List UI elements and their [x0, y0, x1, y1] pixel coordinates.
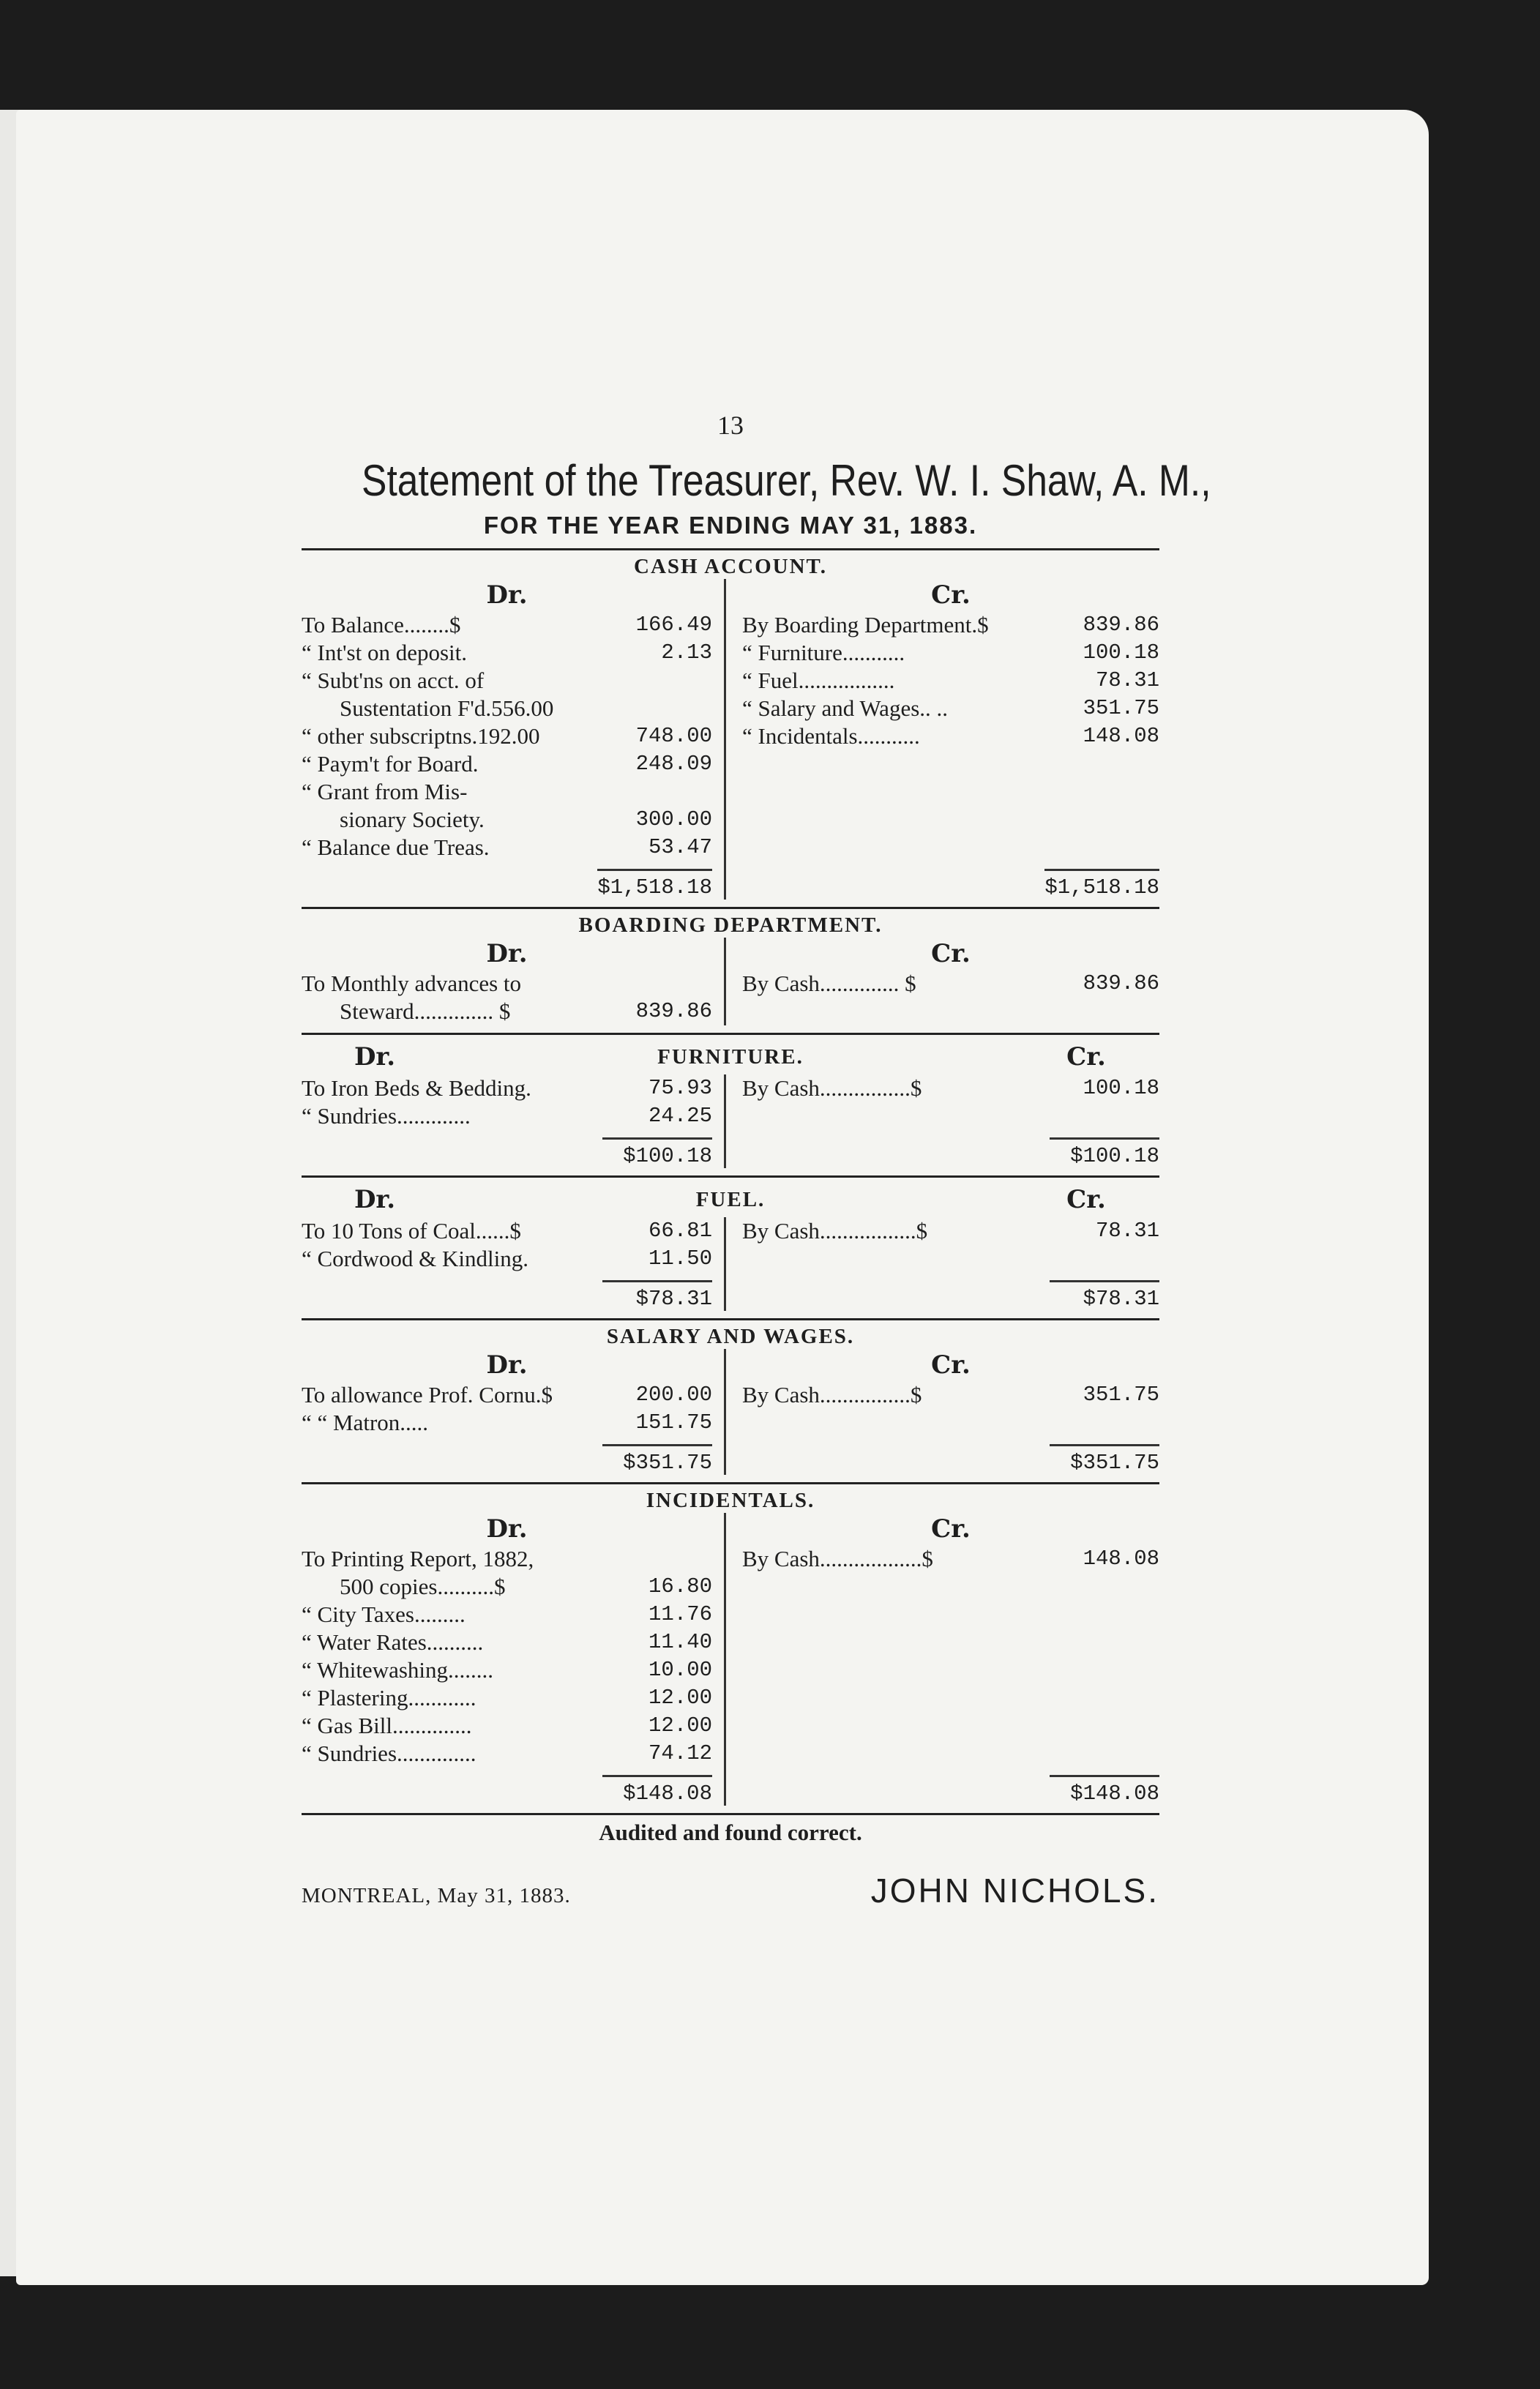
entry-amount: 839.86	[1083, 971, 1159, 995]
entry-amount: 351.75	[1083, 696, 1159, 720]
furniture-section	[302, 1035, 1159, 1178]
credit-column	[726, 579, 1159, 900]
fuel-section	[302, 1178, 1159, 1320]
debit-total: $78.31	[602, 1280, 712, 1311]
entry-label: By Cash................$	[742, 1382, 922, 1407]
credit-total: $100.18	[1050, 1137, 1159, 1168]
ledger-row	[302, 722, 712, 750]
ledger-row	[302, 970, 712, 998]
entry-amount: 16.80	[648, 1574, 712, 1599]
ledger-rows	[742, 1545, 1159, 1573]
entry-label: “ Whitewashing........	[302, 1657, 494, 1683]
credit-total: $78.31	[1050, 1280, 1159, 1311]
entry-label: To Balance........$	[302, 612, 461, 638]
debit-heading: Dr.	[354, 1042, 396, 1072]
ledger-rows	[742, 1074, 1159, 1102]
entry-label: “ Fuel.................	[742, 668, 895, 693]
entry-amount	[617, 778, 712, 806]
entry-amount: 839.86	[1083, 613, 1159, 637]
section-title: SALARY AND WAGES.	[606, 1325, 855, 1348]
credit-heading: Cr.	[931, 580, 971, 610]
entry-label: “ Incidentals...........	[742, 723, 920, 749]
entry-label: “ Subt'ns on acct. of	[302, 668, 485, 693]
ledger-rows	[302, 1217, 712, 1273]
debit-total: $100.18	[602, 1137, 712, 1168]
section-title: CASH ACCOUNT.	[634, 555, 827, 578]
entry-label: 500 copies..........$	[340, 1574, 506, 1599]
section-title: BOARDING DEPARTMENT.	[578, 913, 883, 937]
entry-label: “ Balance due Treas.	[302, 834, 490, 860]
debit-heading: Dr.	[486, 580, 528, 610]
credit-heading: Cr.	[931, 939, 971, 968]
ledger-row	[302, 1074, 712, 1102]
page	[16, 110, 1429, 2285]
ledger-row	[302, 1712, 712, 1740]
ledger-row	[742, 1217, 1159, 1245]
entry-label: Steward.............. $	[340, 998, 511, 1024]
entry-label: “ Salary and Wages.. ..	[742, 695, 949, 721]
entry-amount: 78.31	[1095, 668, 1159, 692]
ledger-row	[742, 1074, 1159, 1102]
ledger-row	[302, 1217, 712, 1245]
entry-label: “ Grant from Mis-	[302, 779, 468, 804]
entry-amount: 839.86	[635, 999, 712, 1023]
entry-label: “ “ Matron.....	[302, 1410, 429, 1435]
boarding-section	[302, 909, 1159, 1035]
entry-label: Sustentation F'd.556.00	[340, 695, 554, 721]
entry-label: To 10 Tons of Coal......$	[302, 1218, 521, 1244]
ledger-row	[302, 750, 712, 778]
ledger-row	[302, 998, 712, 1025]
entry-amount: 11.50	[648, 1246, 712, 1271]
statement	[302, 410, 1211, 1910]
ledger-row	[302, 1545, 712, 1573]
incidentals-section	[302, 1484, 1159, 1815]
signature-line	[302, 1871, 1159, 1910]
credit-column	[726, 938, 1159, 1025]
debit-column	[302, 1349, 726, 1475]
ledger-row	[742, 695, 1159, 722]
section-title: FURNITURE.	[657, 1044, 804, 1069]
ledger-row	[302, 1102, 712, 1130]
entry-label: By Boarding Department.$	[742, 612, 989, 638]
ledger-row	[302, 1409, 712, 1437]
ledger-row	[742, 639, 1159, 667]
entry-label: “ City Taxes.........	[302, 1601, 466, 1627]
entry-label: “ Cordwood & Kindling.	[302, 1246, 528, 1271]
entry-amount: 12.00	[648, 1713, 712, 1738]
section-title: FUEL.	[695, 1187, 766, 1211]
entry-amount: 200.00	[635, 1383, 712, 1407]
ledger-row	[302, 1656, 712, 1684]
ledger-row	[302, 806, 712, 834]
ledger-row	[302, 1601, 712, 1629]
ledger-row	[302, 1684, 712, 1712]
entry-amount: 66.81	[648, 1219, 712, 1243]
cash-account-section	[302, 550, 1159, 909]
entry-label: “ Water Rates..........	[302, 1629, 484, 1655]
entry-amount	[617, 695, 712, 722]
ledger-rows	[742, 1381, 1159, 1409]
statement-title: Statement of the Treasurer, Rev. W. I. Shaw, A. M.,	[362, 456, 1211, 505]
entry-label: By Cash.............. $	[742, 971, 916, 996]
salary-section	[302, 1320, 1159, 1484]
place-date: MONTREAL, May 31, 1883.	[302, 1884, 571, 1907]
credit-heading: Cr.	[931, 1514, 971, 1544]
entry-label: By Cash.................$	[742, 1218, 928, 1244]
ledger-rows	[742, 1217, 1159, 1245]
ledger-row	[302, 639, 712, 667]
entry-label: By Cash..................$	[742, 1546, 933, 1571]
ledger-row	[302, 611, 712, 639]
ledger-rows	[302, 1381, 712, 1437]
entry-amount: 74.12	[648, 1741, 712, 1765]
ledger-row	[302, 1381, 712, 1409]
credit-column	[726, 1217, 1159, 1311]
debit-heading: Dr.	[486, 1514, 528, 1544]
credit-total: $148.08	[1050, 1775, 1159, 1806]
entry-label: “ Furniture...........	[742, 640, 905, 665]
entry-label: “ Int'st on deposit.	[302, 640, 468, 665]
page-number: 13	[717, 411, 744, 440]
credit-heading: Cr.	[931, 1350, 971, 1380]
debit-heading: Dr.	[486, 939, 528, 968]
debit-column	[302, 1217, 726, 1311]
entry-amount: 2.13	[661, 640, 712, 665]
entry-amount: 351.75	[1083, 1383, 1159, 1407]
entry-label: “ Sundries..............	[302, 1741, 476, 1766]
ledger-row	[302, 834, 712, 861]
statement-subtitle: FOR THE YEAR ENDING MAY 31, 1883.	[483, 512, 978, 539]
entry-amount: 11.40	[648, 1630, 712, 1654]
ledger-row	[742, 722, 1159, 750]
entry-amount: 300.00	[635, 807, 712, 831]
ledger-rows	[302, 611, 712, 861]
entry-amount	[617, 1545, 712, 1573]
debit-total: $1,518.18	[597, 869, 712, 900]
debit-total: $351.75	[602, 1444, 712, 1475]
entry-label: sionary Society.	[340, 807, 485, 832]
credit-total: $1,518.18	[1044, 869, 1159, 900]
entry-label: “ Gas Bill..............	[302, 1713, 472, 1738]
entry-label: To allowance Prof. Cornu.$	[302, 1382, 553, 1407]
credit-total: $351.75	[1050, 1444, 1159, 1475]
entry-amount: 166.49	[635, 613, 712, 637]
entry-label: “ Sundries.............	[302, 1103, 471, 1129]
entry-label: “ Plastering............	[302, 1685, 476, 1711]
credit-column	[726, 1349, 1159, 1475]
entry-amount: 100.18	[1083, 640, 1159, 665]
ledger-row	[742, 970, 1159, 998]
ledger-rows	[742, 970, 1159, 998]
auditor-signature: JOHN NICHOLS.	[870, 1872, 1159, 1910]
ledger-rows	[302, 1074, 712, 1130]
entry-amount: 78.31	[1095, 1219, 1159, 1243]
ledger-row	[302, 1573, 712, 1601]
entry-amount	[617, 970, 712, 998]
entry-amount: 248.09	[635, 752, 712, 776]
credit-heading: Cr.	[1066, 1042, 1106, 1072]
section-title: INCIDENTALS.	[646, 1489, 815, 1512]
debit-column	[302, 579, 726, 900]
ledger-row	[302, 667, 712, 695]
entry-amount: 148.08	[1083, 724, 1159, 748]
credit-column	[726, 1074, 1159, 1168]
entry-amount: 748.00	[635, 724, 712, 748]
debit-column	[302, 1074, 726, 1168]
entry-label: By Cash................$	[742, 1075, 922, 1101]
entry-amount	[617, 667, 712, 695]
debit-total: $148.08	[602, 1775, 712, 1806]
entry-amount: 151.75	[635, 1410, 712, 1435]
ledger-row	[742, 611, 1159, 639]
entry-amount: 148.08	[1083, 1547, 1159, 1571]
ledger-row	[302, 695, 712, 722]
entry-amount: 11.76	[648, 1602, 712, 1626]
debit-column	[302, 1513, 726, 1806]
entry-label: To Printing Report, 1882,	[302, 1546, 534, 1571]
ledger-row	[742, 667, 1159, 695]
credit-heading: Cr.	[1066, 1185, 1106, 1214]
entry-amount: 100.18	[1083, 1076, 1159, 1100]
ledger-row	[302, 778, 712, 806]
debit-heading: Dr.	[354, 1185, 396, 1214]
debit-column	[302, 938, 726, 1025]
entry-label: “ other subscriptns.192.00	[302, 723, 540, 749]
ledger-row	[302, 1740, 712, 1768]
entry-amount: 53.47	[648, 835, 712, 859]
ledger-row	[302, 1629, 712, 1656]
ledger-row	[302, 1245, 712, 1273]
ledger-rows	[302, 970, 712, 1025]
entry-amount: 75.93	[648, 1076, 712, 1100]
entry-amount: 12.00	[648, 1686, 712, 1710]
ledger-rows	[302, 1545, 712, 1768]
entry-amount: 24.25	[648, 1104, 712, 1128]
ledger-rows	[742, 611, 1159, 750]
ledger-row	[742, 1545, 1159, 1573]
audit-note: Audited and found correct.	[599, 1820, 862, 1845]
entry-label: To Monthly advances to	[302, 971, 522, 996]
credit-column	[726, 1513, 1159, 1806]
entry-label: To Iron Beds & Bedding.	[302, 1075, 531, 1101]
entry-label: “ Paym't for Board.	[302, 751, 479, 777]
ledger-row	[742, 1381, 1159, 1409]
debit-heading: Dr.	[486, 1350, 528, 1380]
entry-amount: 10.00	[648, 1658, 712, 1682]
